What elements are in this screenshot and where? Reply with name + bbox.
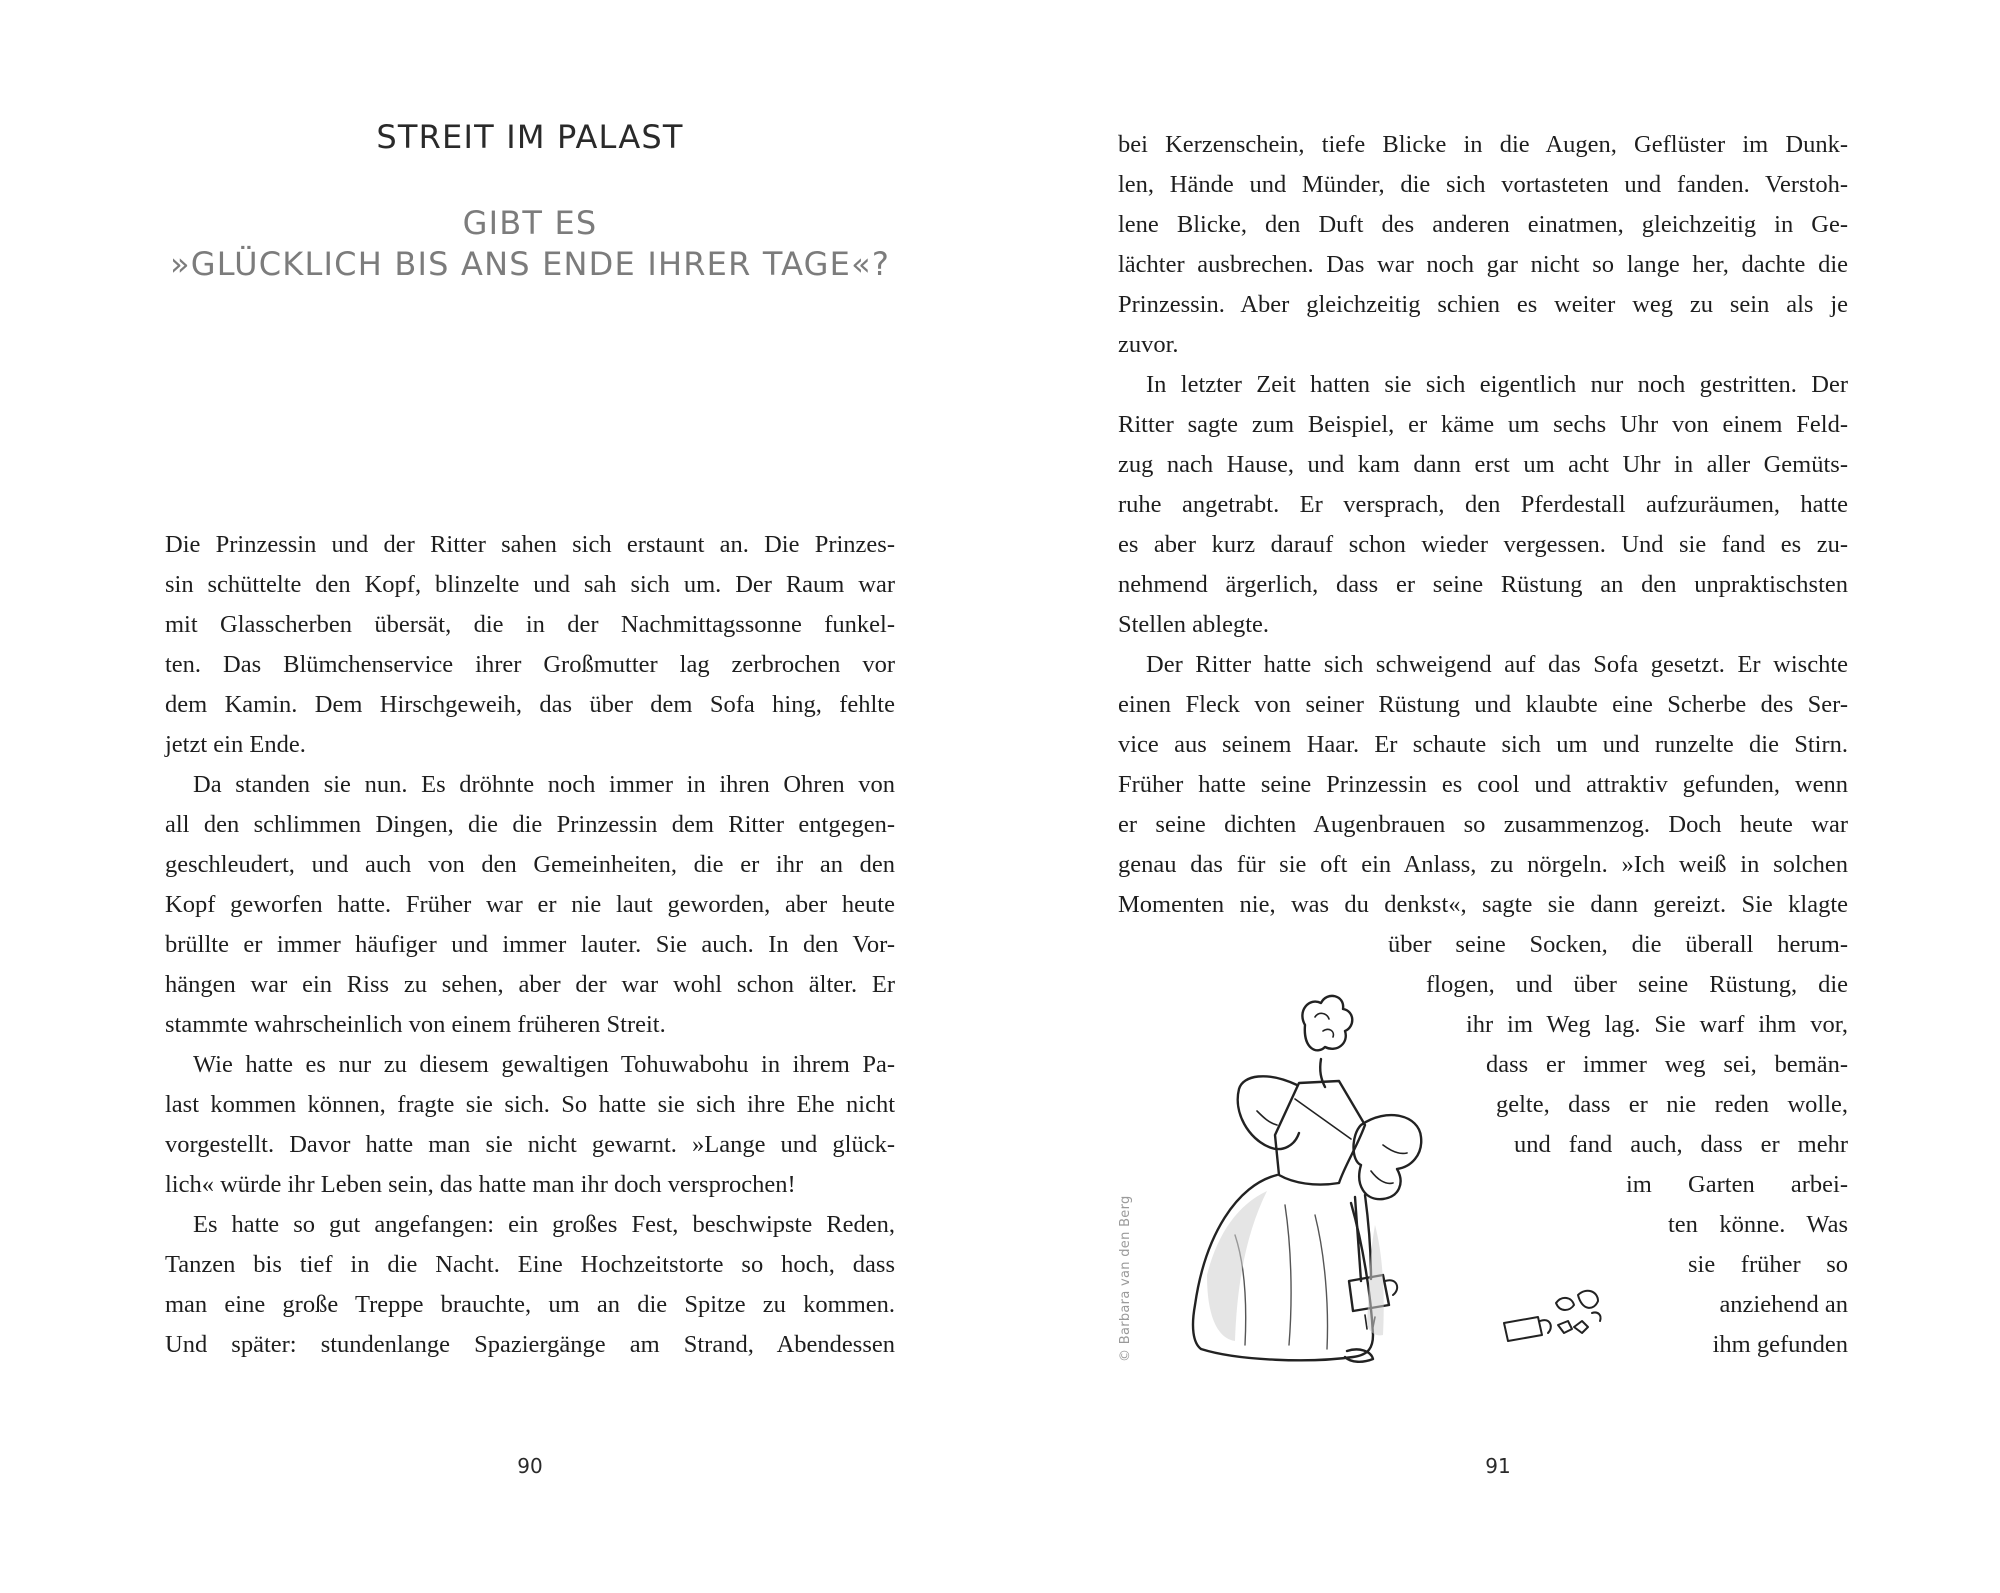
text-line: zuvor. — [1118, 331, 1179, 358]
page-number: 91 — [1485, 1454, 1511, 1478]
illustration-credit: © Barbara van den Berg — [1118, 1195, 1133, 1362]
text-line: ihr im Weg lag. Sie warf ihm vor, — [1466, 1011, 1848, 1038]
text-line: man eine große Treppe brauchte, um an die Spitze zu kommen. — [165, 1291, 895, 1318]
text-line: bei Kerzenschein, tiefe Blicke in die Augen, Geflüster im Dunk- — [1118, 131, 1848, 158]
text-line: gelte, dass er nie reden wolle, — [1496, 1091, 1848, 1118]
text-line: und fand auch, dass er mehr — [1514, 1131, 1848, 1158]
text-line: Der Ritter hatte sich schweigend auf das Sofa gesetzt. Er wischte — [1146, 651, 1848, 678]
text-line: ten. Das Blümchenservice ihrer Großmutter lag zerbrochen vor — [165, 651, 895, 678]
text-line: im Garten arbei- — [1626, 1171, 1848, 1198]
text-line: hängen war ein Riss zu sehen, aber der war wohl schon älter. Er — [165, 971, 895, 998]
text-line: sin schüttelte den Kopf, blinzelte und sah sich um. Der Raum war — [165, 571, 895, 598]
text-line: Prinzessin. Aber gleichzeitig schien es weiter weg zu sein als je — [1118, 291, 1848, 318]
text-line: In letzter Zeit hatten sie sich eigentlich nur noch gestritten. Der — [1146, 371, 1848, 398]
text-line: ten könne. Was — [1668, 1211, 1848, 1238]
text-line: vice aus seinem Haar. Er schaute sich um und runzelte die Stirn. — [1118, 731, 1848, 758]
text-line: anziehend an — [1719, 1291, 1848, 1318]
text-line: vorgestellt. Davor hatte man sie nicht gewarnt. »Lange und glück- — [165, 1131, 895, 1158]
text-line: stammte wahrscheinlich von einem früheren Streit. — [165, 1011, 666, 1038]
text-line: Stellen ablegte. — [1118, 611, 1270, 638]
text-line: nehmend ärgerlich, dass er seine Rüstung an den unpraktischsten — [1118, 571, 1848, 598]
text-line: ihm gefunden — [1712, 1331, 1848, 1358]
text-line: jetzt ein Ende. — [165, 731, 306, 758]
text-line: dem Kamin. Dem Hirschgeweih, das über dem Sofa hing, fehlte — [165, 691, 895, 718]
text-line: er seine dichten Augenbrauen so zusammenzog. Doch heute war — [1118, 811, 1848, 838]
text-line: lene Blicke, den Duft des anderen einatmen, gleichzeitig in Ge- — [1118, 211, 1848, 238]
text-line: flogen, und über seine Rüstung, die — [1426, 971, 1848, 998]
text-line: brüllte er immer häufiger und immer lauter. Sie auch. In den Vor- — [165, 931, 895, 958]
text-line: lächter ausbrechen. Das war noch gar nicht so lange her, dachte die — [1118, 251, 1848, 278]
chapter-subtitle-line: »GLÜCKLICH BIS ANS ENDE IHRER TAGE«? — [169, 245, 891, 283]
text-line: über seine Socken, die überall herum- — [1388, 931, 1848, 958]
text-line: Wie hatte es nur zu diesem gewaltigen Tohuwabohu in ihrem Pa- — [193, 1051, 895, 1078]
chapter-subtitle-line: GIBT ES — [462, 204, 598, 242]
text-line: last kommen können, fragte sie sich. So hatte sie sich ihre Ehe nicht — [165, 1091, 895, 1118]
text-line: genau das für sie oft ein Anlass, zu nörgeln. »Ich weiß in solchen — [1118, 851, 1848, 878]
text-line: einen Fleck von seiner Rüstung und klaubte eine Scherbe des Ser- — [1118, 691, 1848, 718]
text-line: geschleudert, und auch von den Gemeinheiten, die er ihr an den — [165, 851, 895, 878]
text-line: Und später: stundenlange Spaziergänge am Strand, Abendessen — [165, 1331, 895, 1358]
text-line: mit Glasscherben übersät, die in der Nachmittagssonne funkel- — [165, 611, 895, 638]
text-line: Kopf geworfen hatte. Früher war er nie laut geworden, aber heute — [165, 891, 895, 918]
text-line: ruhe angetrabt. Er versprach, den Pferdestall aufzuräumen, hatte — [1118, 491, 1848, 518]
text-line: zug nach Hause, und kam dann erst um acht Uhr in aller Gemüts- — [1118, 451, 1848, 478]
text-line: Tanzen bis tief in die Nacht. Eine Hochzeitstorte so hoch, dass — [165, 1251, 895, 1278]
page-number: 90 — [517, 1454, 543, 1478]
princess-illustration — [1165, 975, 1425, 1365]
text-line: Ritter sagte zum Beispiel, er käme um sechs Uhr von einem Feld- — [1118, 411, 1848, 438]
text-line: dass er immer weg sei, bemän- — [1486, 1051, 1848, 1078]
text-line: es aber kurz darauf schon wieder vergessen. Und sie fand es zu- — [1118, 531, 1848, 558]
text-line: Momenten nie, was du denkst«, sagte sie dann gereizt. Sie klagte — [1118, 891, 1848, 918]
chapter-subtitle — [165, 203, 895, 285]
text-line: Da standen sie nun. Es dröhnte noch immer in ihren Ohren von — [193, 771, 895, 798]
text-line: Es hatte so gut angefangen: ein großes Fest, beschwipste Reden, — [193, 1211, 895, 1238]
shards-illustration — [1500, 1285, 1630, 1345]
text-line: lich« würde ihr Leben sein, das hatte man ihr doch versprochen! — [165, 1171, 796, 1198]
text-line: Früher hatte seine Prinzessin es cool und attraktiv gefunden, wenn — [1118, 771, 1848, 798]
text-line: len, Hände und Münder, die sich vortasteten und fanden. Verstoh- — [1118, 171, 1848, 198]
text-line: sie früher so — [1688, 1251, 1848, 1278]
text-line: all den schlimmen Dingen, die die Prinzessin dem Ritter entgegen- — [165, 811, 895, 838]
chapter-title: STREIT IM PALAST — [376, 118, 684, 156]
text-line: Die Prinzessin und der Ritter sahen sich erstaunt an. Die Prinzes- — [165, 531, 895, 558]
